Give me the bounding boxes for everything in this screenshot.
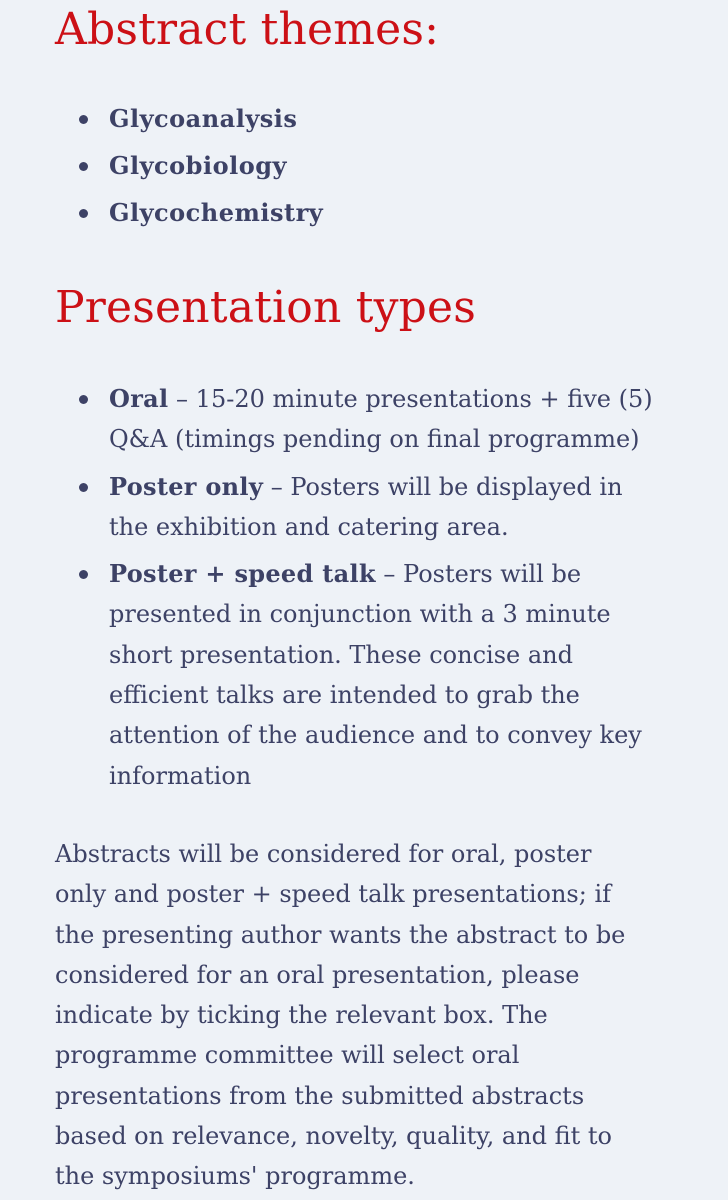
list-item-poster-only [0,467,669,548]
paragraph-line: Abstracts will be considered for oral, poster [55,840,592,868]
item-line [109,467,669,507]
paragraph-line: based on relevance, novelty, quality, and fit to [55,1122,613,1151]
paragraph-line: indicate by ticking the relevant box. The [55,1001,548,1030]
presentation-types-heading: Presentation types [55,282,477,333]
paragraph-line: programme committee will select oral [55,1041,520,1070]
type-name: Oral [109,384,169,413]
type-description: – 15-20 minute presentations + five (5) [168,385,653,413]
presentation-types-list [0,379,669,803]
list-item-oral [0,379,669,460]
type-name: Poster + speed talk [109,559,376,589]
abstracts-consideration-paragraph [55,834,675,1197]
item-line: the exhibition and catering area. [109,512,509,541]
abstract-themes-heading: Abstract themes: [55,4,440,55]
item-line: attention of the audience and to convey key [109,721,642,750]
theme-label: Glycochemistry [109,198,324,227]
bullet-icon [79,483,88,492]
list-item [0,193,669,240]
paragraph-line: presentations from the submitted abstracts [55,1081,585,1110]
paragraph-line: considered for an oral presentation, please [55,960,580,989]
item-line [109,379,669,419]
item-line: short presentation. These concise and [109,640,573,669]
paragraph-line: the presenting author wants the abstract to be [55,920,626,949]
bullet-icon [79,395,88,404]
item-line: presented in conjunction with a 3 minute [109,600,611,629]
type-description: – Posters will be displayed in [263,472,623,501]
abstract-themes-list [0,99,669,240]
theme-label: Glycoanalysis [109,104,298,133]
bullet-icon [79,570,88,579]
paragraph-line: the symposiums' programme. [55,1162,415,1191]
paragraph-line: only and poster + speed talk presentations; if [55,880,612,909]
bullet-icon [79,115,88,124]
type-name: Poster only [109,471,264,501]
bullet-icon [79,209,88,218]
item-line: efficient talks are intended to grab the [109,681,580,710]
list-item-poster-speed-talk [0,554,669,796]
theme-label: Glycobiology [109,151,287,180]
list-item [0,99,669,146]
list-item [0,146,669,193]
item-line: Q&A (timings pending on final programme) [109,425,640,454]
bullet-icon [79,162,88,171]
item-line [109,554,669,594]
item-line: information [109,761,252,790]
type-description: – Posters will be [375,560,582,589]
